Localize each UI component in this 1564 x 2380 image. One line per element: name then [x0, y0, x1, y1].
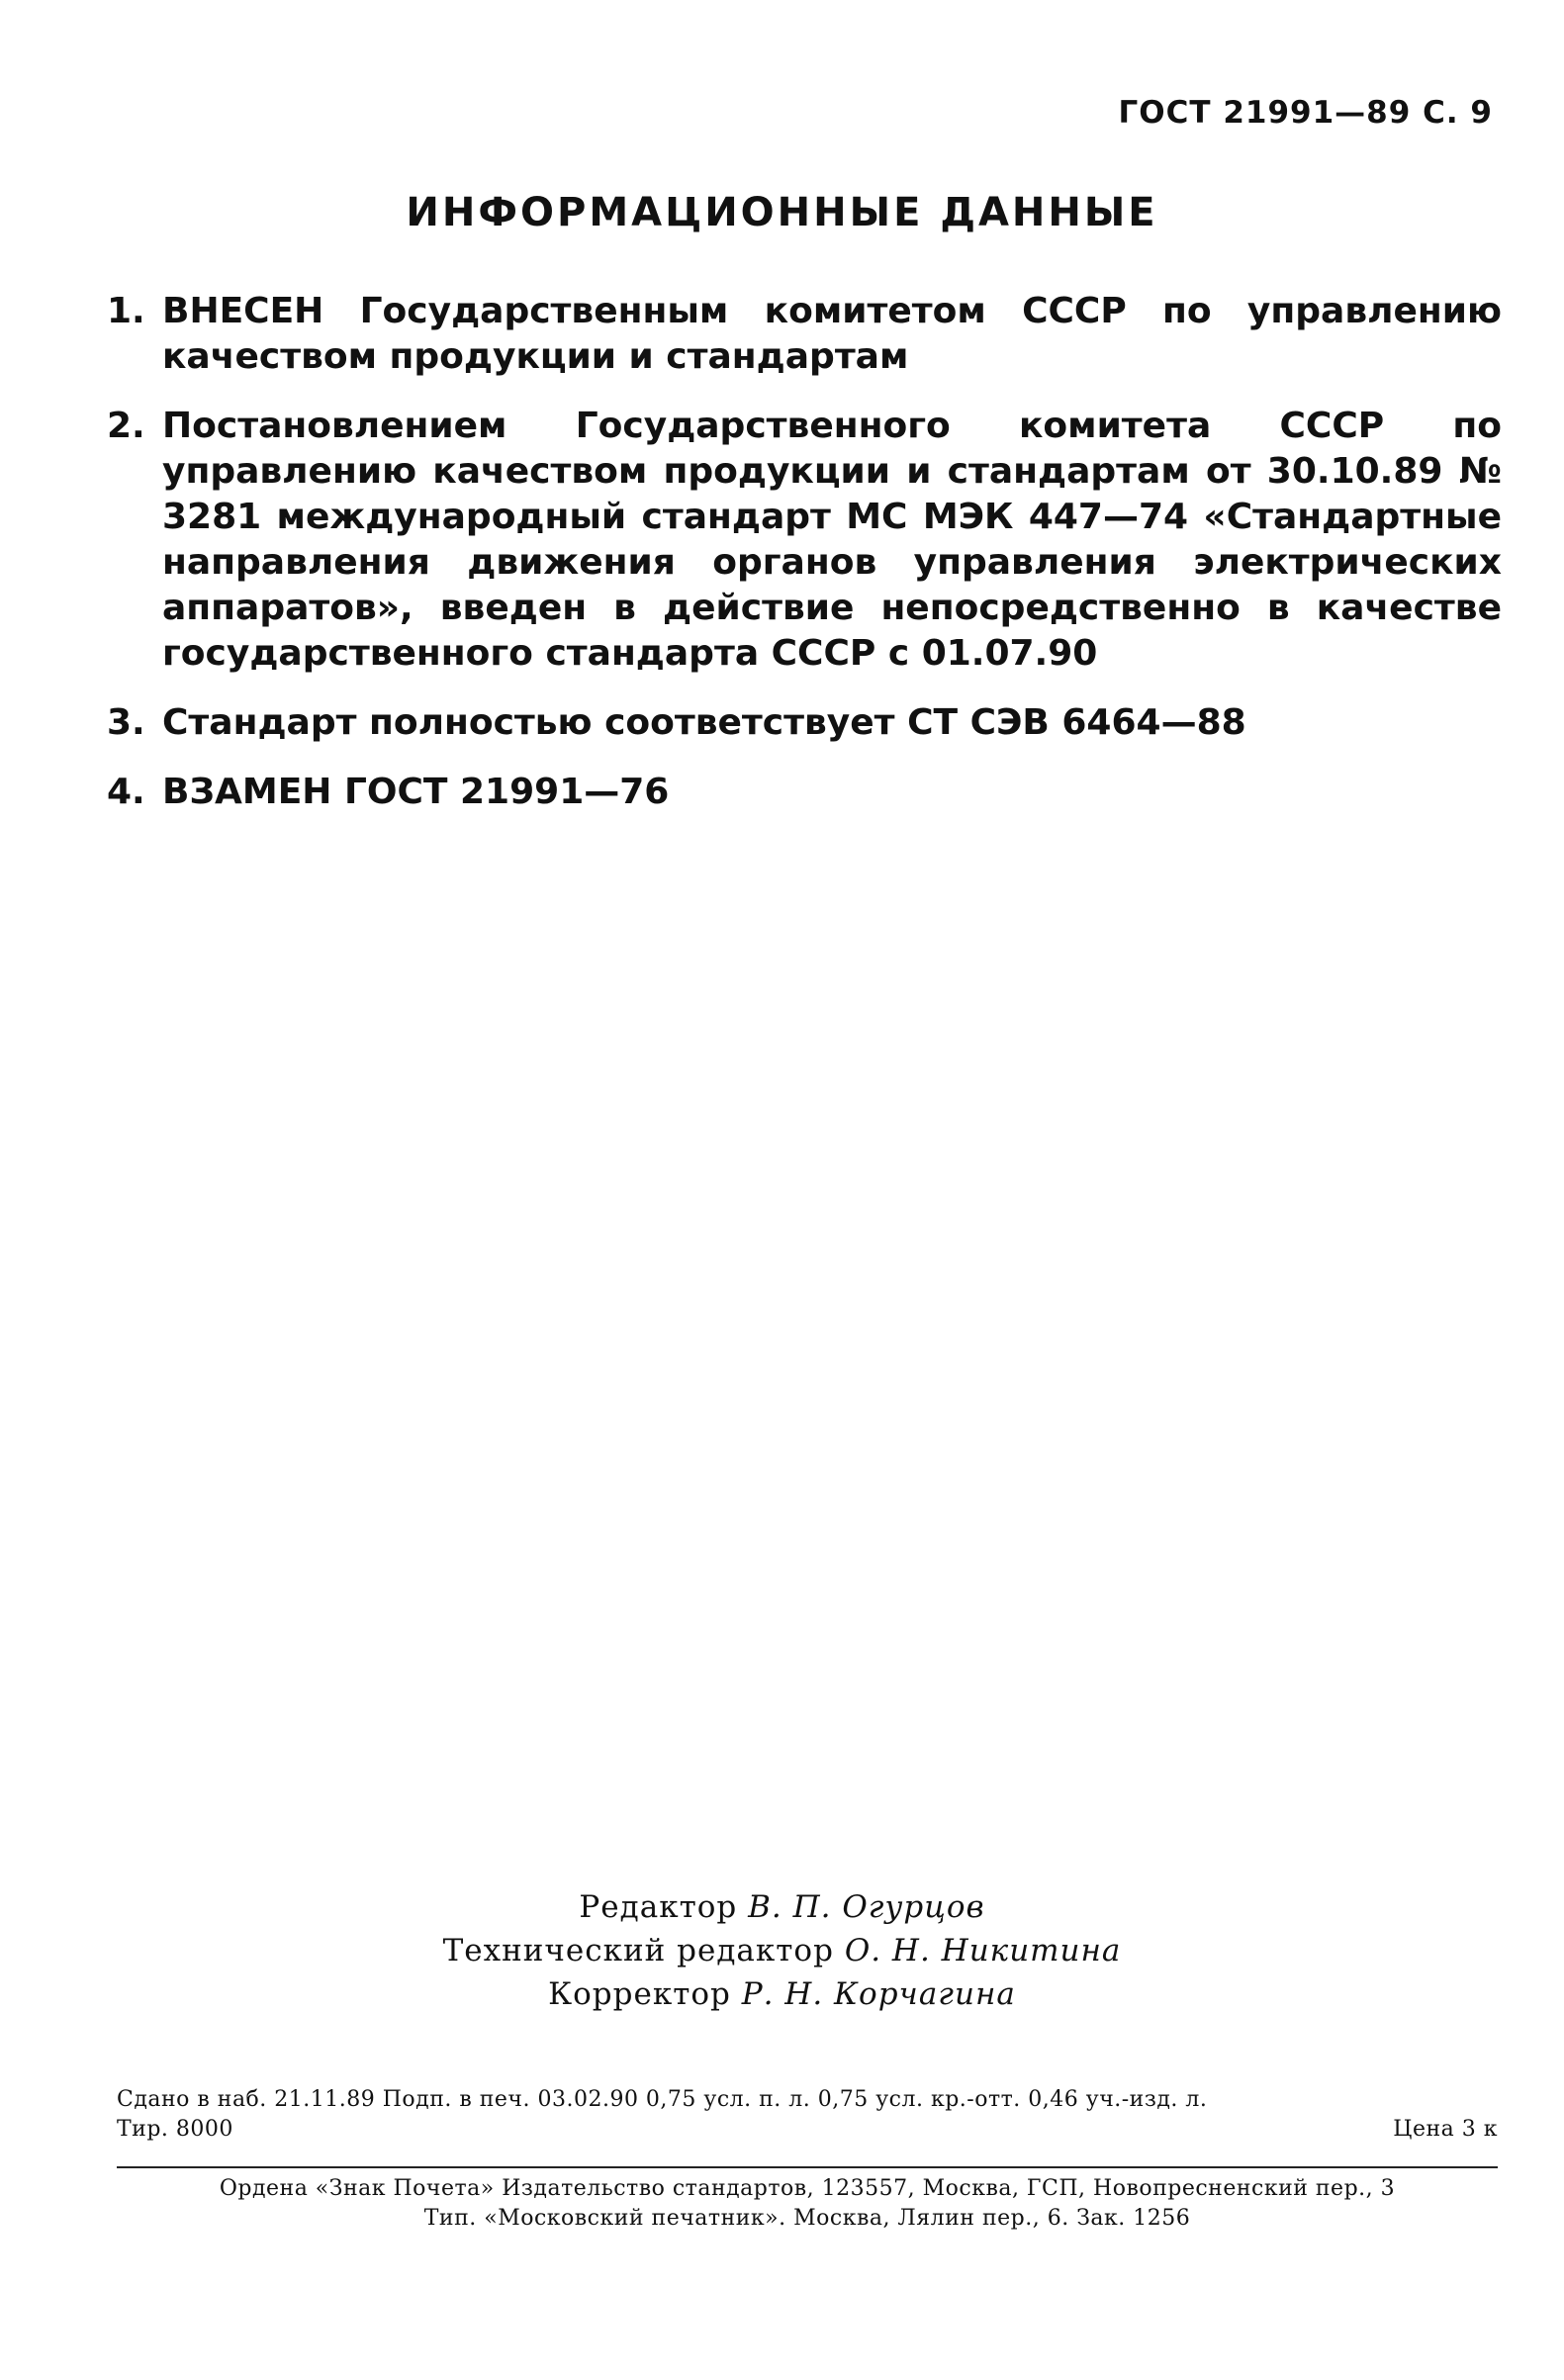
corrector-role: Корректор — [548, 1976, 731, 2012]
publisher-line: Ордена «Знак Почета» Издательство стандартов, 123557, Москва, ГСП, Новопресненский пер., 3 — [219, 2176, 1396, 2201]
corrector-name: Р. Н. Корчагина — [741, 1976, 1016, 2012]
imprint-divider — [117, 2166, 1498, 2168]
print-data-row — [117, 2085, 1498, 2115]
item-text: Стандарт полностью соответствует СТ СЭВ 6464—88 — [162, 702, 1246, 743]
circulation-row — [117, 2115, 1498, 2145]
list-item — [107, 289, 1502, 380]
item-text: ВНЕСЕН Государственным комитетом СССР по управлению качеством продукции и стандартам — [162, 291, 1502, 377]
tech-editor-name: О. Н. Никитина — [844, 1933, 1122, 1968]
item-text: Постановлением Государственного комитета СССР по управлению качеством продукции и стандартам от 30.10.89 № 3281 международный стандарт МС МЭК 447—74 «Стандартные направления движения органов управления электрических аппаратов», введен в действие непосредственно в качестве государственного стандарта СССР с 01.07.90 — [162, 406, 1502, 674]
editor-name: В. П. Огурцов — [748, 1889, 985, 1925]
list-item — [107, 770, 1502, 815]
item-number: 4. — [107, 772, 145, 812]
page-header: ГОСТ 21991—89 С. 9 — [1118, 95, 1493, 131]
circulation: Тир. 8000 — [117, 2117, 233, 2142]
editor-role: Редактор — [579, 1889, 738, 1925]
credits — [0, 1885, 1564, 2016]
corrector-credit — [0, 1972, 1564, 2016]
info-list — [107, 289, 1502, 839]
publisher — [117, 2174, 1498, 2234]
item-number: 2. — [107, 406, 145, 446]
item-number: 3. — [107, 702, 145, 743]
item-text: ВЗАМЕН ГОСТ 21991—76 — [162, 772, 670, 812]
printer-line: Тип. «Московский печатник». Москва, Лялин пер., 6. Зак. 1256 — [423, 2206, 1191, 2231]
editor-credit — [0, 1885, 1564, 1929]
price: Цена 3 к — [1393, 2117, 1498, 2142]
list-item — [107, 404, 1502, 677]
imprint — [117, 2085, 1498, 2145]
tech-editor-credit — [0, 1929, 1564, 1972]
section-title: ИНФОРМАЦИОННЫЕ ДАННЫЕ — [406, 190, 1158, 235]
print-data: Сдано в наб. 21.11.89 Подп. в печ. 03.02.90 0,75 усл. п. л. 0,75 усл. кр.-отт. 0,46 уч.-изд. л. — [117, 2087, 1208, 2112]
list-item — [107, 700, 1502, 746]
item-number: 1. — [107, 291, 145, 331]
tech-editor-role: Технический редактор — [442, 1933, 834, 1968]
